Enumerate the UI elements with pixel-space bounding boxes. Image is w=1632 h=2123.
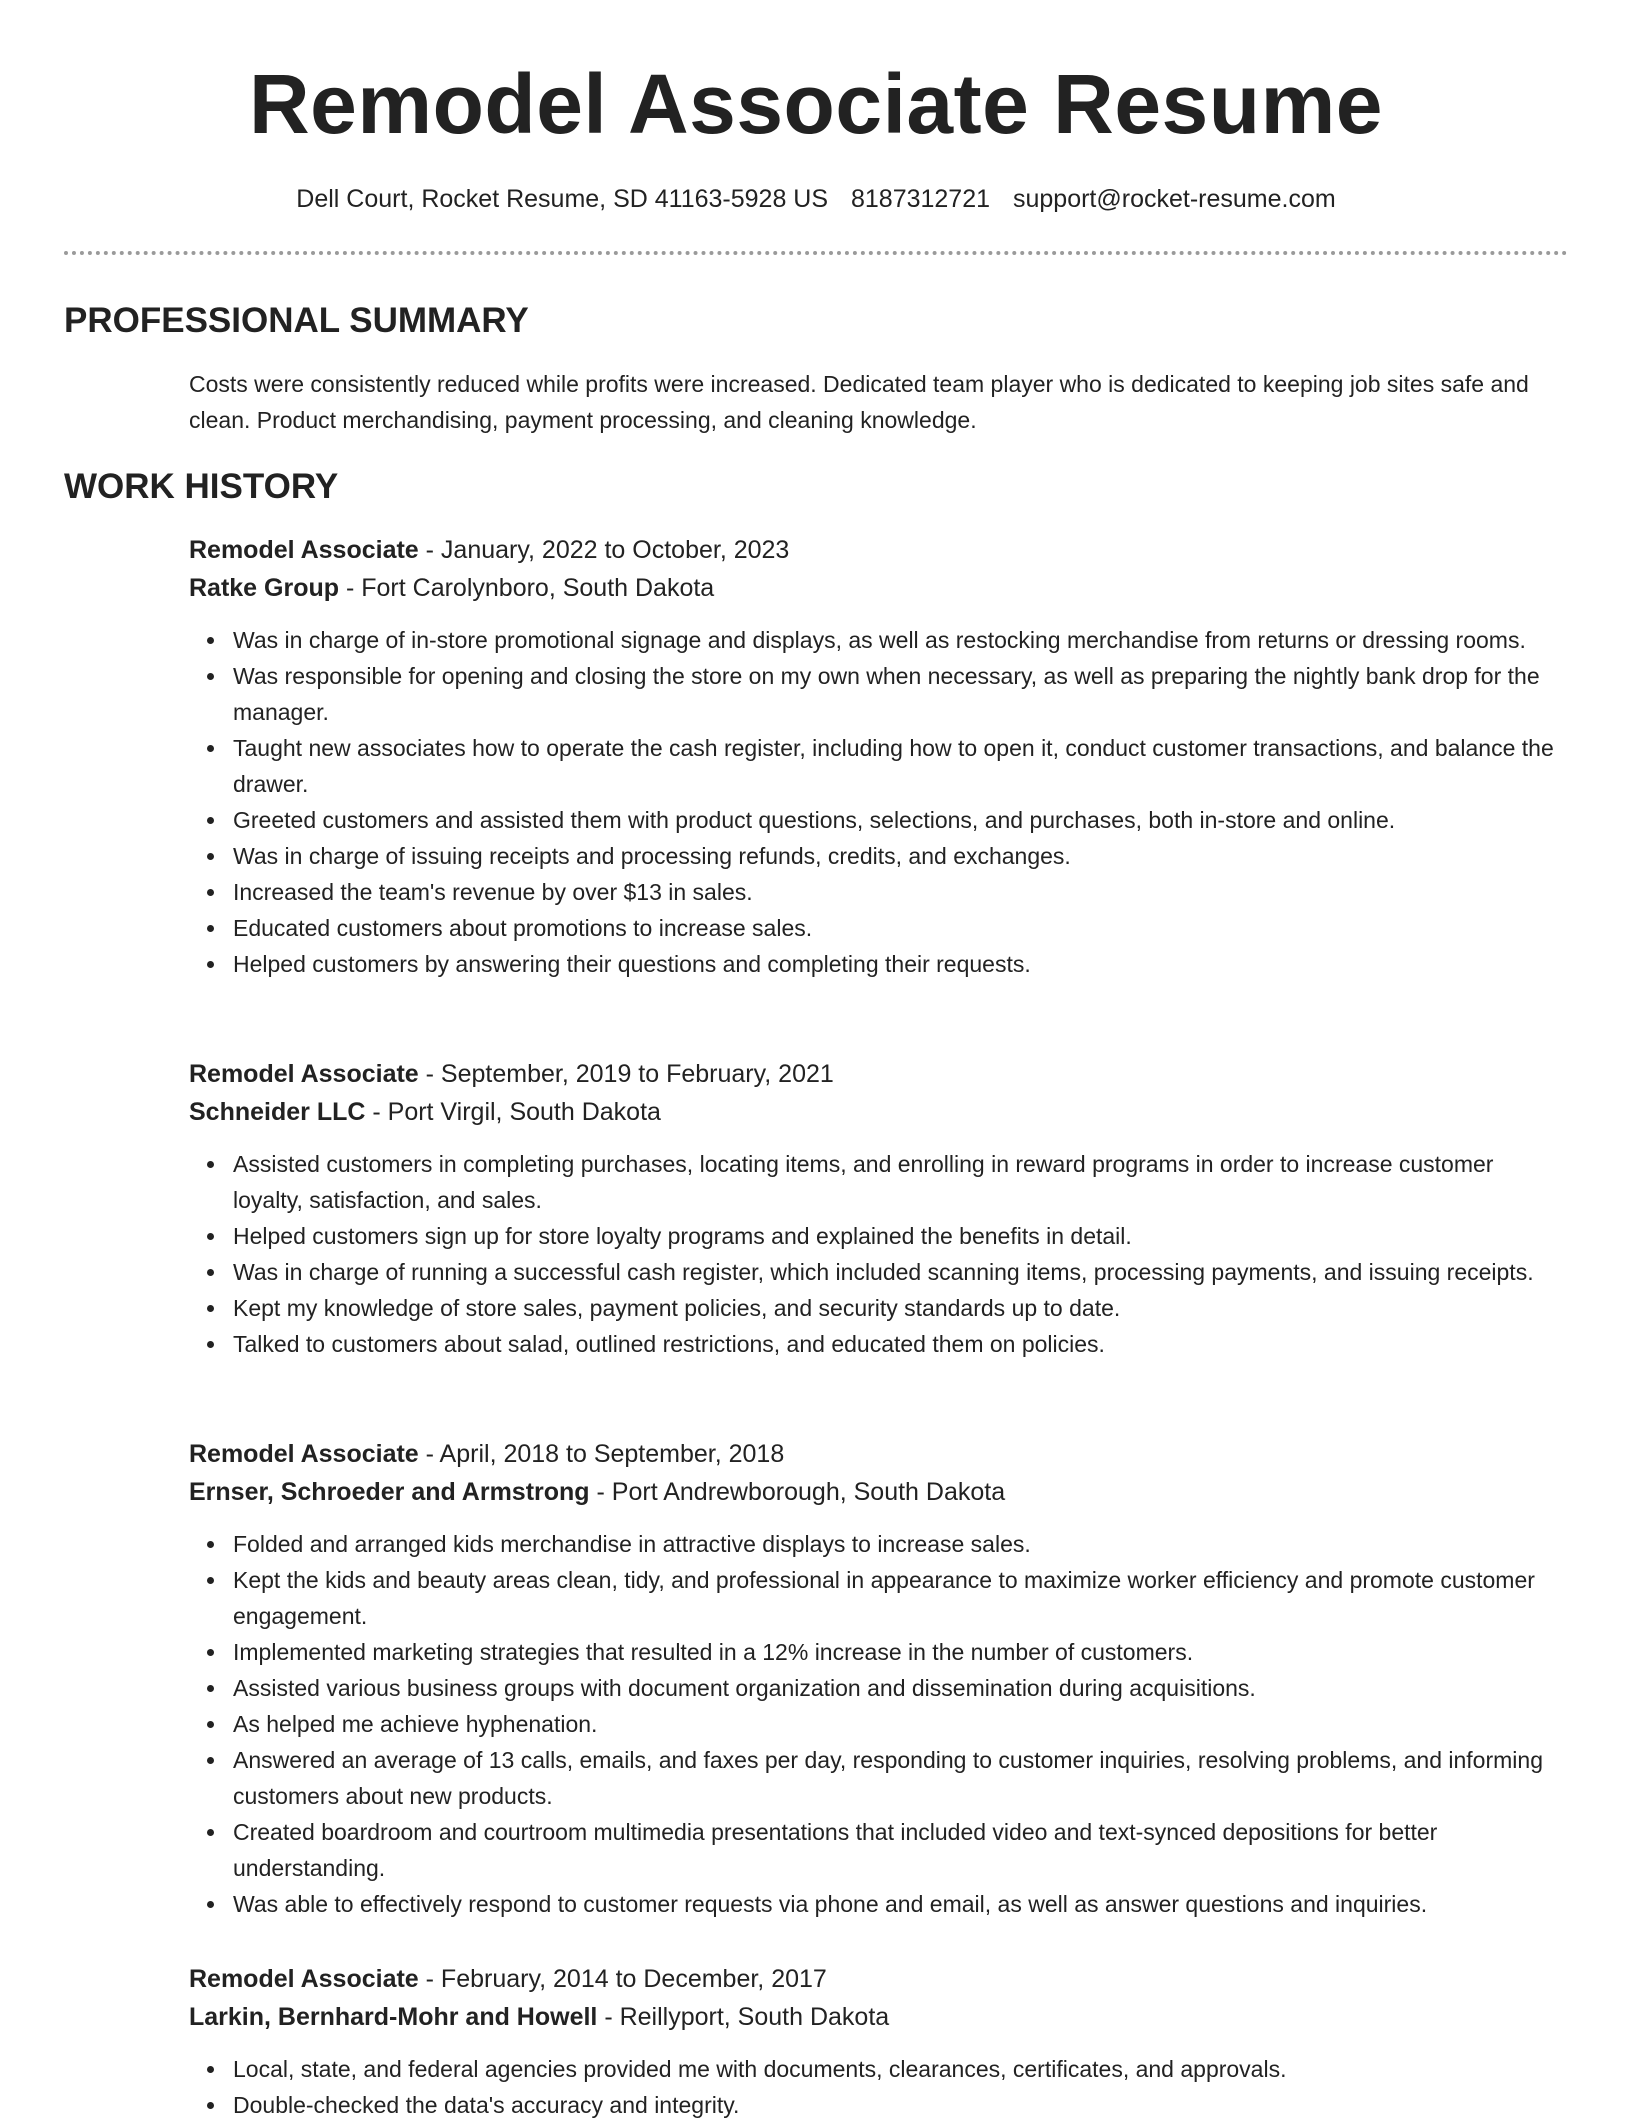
list-item: Assisted customers in completing purchases, locating items, and enrolling in reward programs in order to increase customer loyalty, satisfaction, and sales.	[233, 1146, 1569, 1218]
job-title: Remodel Associate	[189, 1060, 419, 1088]
summary-text: Costs were consistently reduced while profits were increased. Dedicated team player who is dedicated to keeping job sites safe and clean. Product merchandising, payment processing, and cleaning knowledge.	[189, 371, 1529, 433]
job-company-line	[189, 569, 1569, 607]
job-entry	[189, 1055, 1569, 1362]
job-title-line	[189, 1435, 1569, 1473]
contact-email: support@rocket-resume.com	[1012, 185, 1336, 213]
list-item: Folded and arranged kids merchandise in attractive displays to increase sales.	[233, 1526, 1569, 1562]
job-company: Ratke Group	[189, 574, 340, 602]
job-company: Schneider LLC	[189, 1098, 366, 1126]
list-item: Implemented marketing strategies that resulted in a 12% increase in the number of customers.	[233, 1634, 1569, 1670]
job-dates: - January, 2022 to October, 2023	[418, 536, 790, 564]
job-entry	[189, 531, 1569, 982]
list-item: Assisted various business groups with document organization and dissemination during acquisitions.	[233, 1670, 1569, 1706]
contact-address: Dell Court, Rocket Resume, SD 41163-5928 US	[296, 185, 829, 213]
job-title-line	[189, 1960, 1569, 1998]
contact-line	[0, 182, 1632, 216]
job-title: Remodel Associate	[189, 1965, 419, 1993]
job-bullets	[189, 1146, 1569, 1362]
contact-phone: 8187312721	[850, 185, 991, 213]
list-item: Was responsible for opening and closing the store on my own when necessary, as well as preparing the nightly bank drop for the manager.	[233, 658, 1569, 730]
job-title-line	[189, 531, 1569, 569]
list-item: Greeted customers and assisted them with product questions, selections, and purchases, both in-store and online.	[233, 802, 1569, 838]
list-item: Helped customers sign up for store loyalty programs and explained the benefits in detail.	[233, 1218, 1569, 1254]
list-item: Local, state, and federal agencies provided me with documents, clearances, certificates, and approvals.	[233, 2051, 1569, 2087]
list-item: As helped me achieve hyphenation.	[233, 1706, 1569, 1742]
job-company-line	[189, 1998, 1569, 2036]
summary-heading: PROFESSIONAL SUMMARY	[64, 301, 529, 340]
list-item: Was in charge of in-store promotional signage and displays, as well as restocking merchandise from returns or dressing rooms.	[233, 622, 1569, 658]
job-entry	[189, 1435, 1569, 1922]
list-item: Double-checked the data's accuracy and integrity.	[233, 2087, 1569, 2123]
job-company-line	[189, 1473, 1569, 1511]
job-bullets	[189, 2051, 1569, 2123]
list-item: Helped customers by answering their questions and completing their requests.	[233, 946, 1569, 982]
job-location: - Reillyport, South Dakota	[597, 2003, 890, 2031]
job-dates: - April, 2018 to September, 2018	[418, 1440, 785, 1468]
job-title-line	[189, 1055, 1569, 1093]
list-item: Taught new associates how to operate the cash register, including how to open it, conduct customer transactions, and balance the drawer.	[233, 730, 1569, 802]
list-item: Was in charge of running a successful cash register, which included scanning items, processing payments, and issuing receipts.	[233, 1254, 1569, 1290]
list-item: Kept the kids and beauty areas clean, tidy, and professional in appearance to maximize worker efficiency and promote customer engagement.	[233, 1562, 1569, 1634]
job-company-line	[189, 1093, 1569, 1131]
job-title: Remodel Associate	[189, 536, 419, 564]
list-item: Increased the team's revenue by over $13 in sales.	[233, 874, 1569, 910]
list-item: Created boardroom and courtroom multimedia presentations that included video and text-synced depositions for better understanding.	[233, 1814, 1569, 1886]
job-company: Ernser, Schroeder and Armstrong	[189, 1478, 590, 1506]
job-title: Remodel Associate	[189, 1440, 419, 1468]
page-title: Remodel Associate Resume	[249, 57, 1383, 151]
list-item: Kept my knowledge of store sales, payment policies, and security standards up to date.	[233, 1290, 1569, 1326]
job-location: - Port Virgil, South Dakota	[365, 1098, 661, 1126]
job-location: - Port Andrewborough, South Dakota	[589, 1478, 1006, 1506]
list-item: Educated customers about promotions to increase sales.	[233, 910, 1569, 946]
job-company: Larkin, Bernhard-Mohr and Howell	[189, 2003, 598, 2031]
header-divider	[64, 251, 1568, 255]
job-bullets	[189, 622, 1569, 982]
job-dates: - February, 2014 to December, 2017	[418, 1965, 827, 1993]
job-location: - Fort Carolynboro, South Dakota	[339, 574, 715, 602]
job-bullets	[189, 1526, 1569, 1922]
work-history-heading: WORK HISTORY	[64, 467, 339, 506]
job-dates: - September, 2019 to February, 2021	[418, 1060, 834, 1088]
list-item: Answered an average of 13 calls, emails, and faxes per day, responding to customer inquiries, resolving problems, and informing customers about new products.	[233, 1742, 1569, 1814]
list-item: Was able to effectively respond to customer requests via phone and email, as well as answer questions and inquiries.	[233, 1886, 1569, 1922]
list-item: Was in charge of issuing receipts and processing refunds, credits, and exchanges.	[233, 838, 1569, 874]
list-item: Talked to customers about salad, outlined restrictions, and educated them on policies.	[233, 1326, 1569, 1362]
job-entry	[189, 1960, 1569, 2123]
